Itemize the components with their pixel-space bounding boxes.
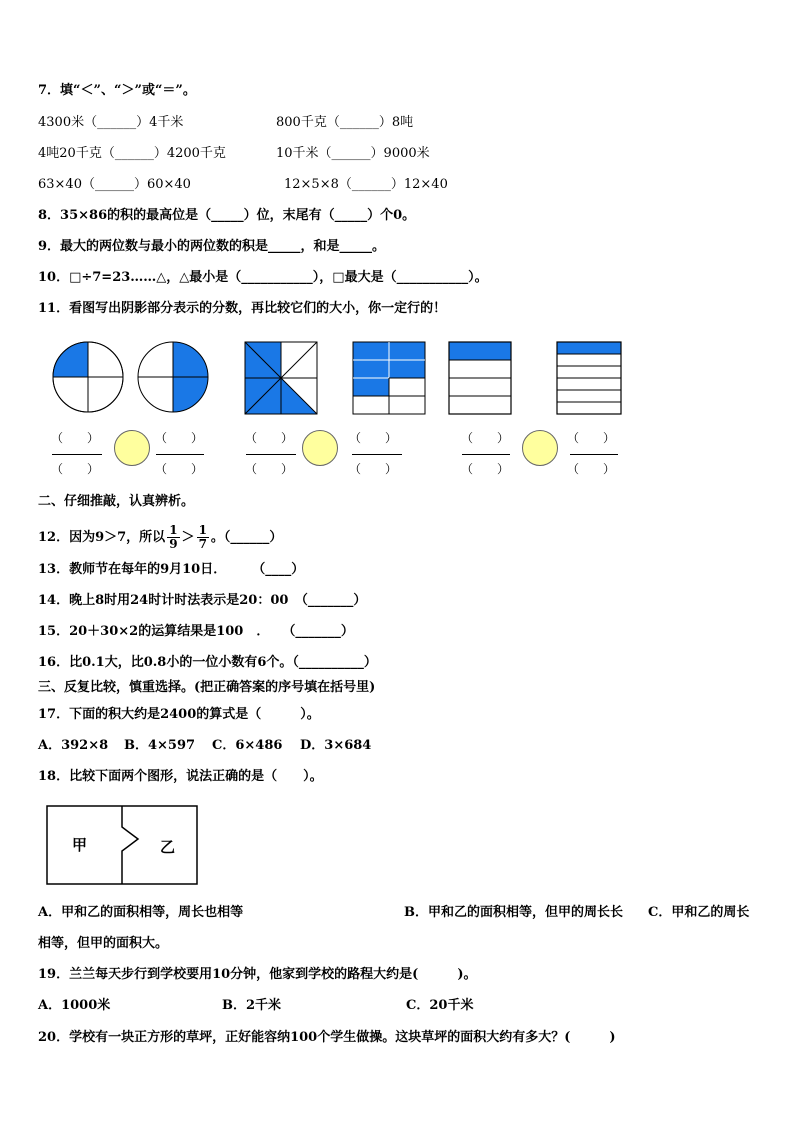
q17-option-a: A．392×8 xyxy=(38,738,109,753)
q12-prefix: 12．因为9＞7，所以 xyxy=(38,530,166,545)
fraction-blank-denominator[interactable]: （ ） xyxy=(460,462,509,476)
q12 xyxy=(38,524,282,551)
q17-option-d: D．3×684 xyxy=(300,738,372,753)
section-2-heading: 二、仔细推敲，认真辨析。 xyxy=(38,494,195,509)
section-3-heading: 三、反复比较，慎重选择。(把正确答案的序号填在括号里) xyxy=(38,680,376,695)
q10: 10．□÷7=23……△，△最小是（___________），□最大是（___________）。 xyxy=(38,270,488,285)
fraction-bar xyxy=(156,454,204,455)
q16: 16．比0.1大，比0.8小的一位小数有6个。（__________） xyxy=(38,655,377,670)
q20: 20．学校有一块正方形的草坪，正好能容纳100个学生做操。这块草坪的面积大约有多大？( ) xyxy=(38,1030,616,1045)
fraction-blank-numerator[interactable]: （ ） xyxy=(154,431,203,445)
fraction-bar xyxy=(52,454,102,455)
fraction-blank-numerator[interactable]: （ ） xyxy=(50,431,99,445)
q17-text: 17．下面的积大约是2400的算式是（ ）。 xyxy=(38,707,320,722)
q7-row1-right: 800千克（______）8吨 xyxy=(276,115,414,130)
q8: 8．35×86的积的最高位是（_____）位，末尾有（_____）个0。 xyxy=(38,208,416,223)
q12-greater-sign: ＞ xyxy=(181,530,195,545)
fraction-one-seventh: $\frac{1}{7}$ xyxy=(198,523,207,551)
q17-option-c: C．6×486 xyxy=(212,738,283,753)
circle-one-quarter xyxy=(53,342,123,412)
q7-row3-left: 63×40（______）60×40 xyxy=(38,177,191,192)
q18-option-a: A．甲和乙的面积相等，周长也相等 xyxy=(38,905,244,920)
compare-circle[interactable] xyxy=(114,430,150,466)
q19-option-b: B．2千米 xyxy=(222,998,282,1013)
label-yi: 乙 xyxy=(160,838,176,856)
fraction-blank-denominator[interactable]: （ ） xyxy=(50,462,99,476)
q7-title: 7．填“＜”、“＞”或“＝”。 xyxy=(38,83,196,98)
q17-option-b: B．4×597 xyxy=(124,738,196,753)
q11-circles-figure xyxy=(52,340,212,416)
fraction-blank-denominator[interactable]: （ ） xyxy=(566,462,615,476)
fraction-bar xyxy=(352,454,402,455)
q11-stripes-6 xyxy=(556,341,622,415)
fraction-bar xyxy=(246,454,296,455)
q18-option-c-continued: 相等，但甲的面积大。 xyxy=(38,936,169,951)
q15: 15．20＋30×2的运算结果是100 ． （_______） xyxy=(38,624,354,639)
circle-two-quarters xyxy=(138,342,208,412)
q11-grid-2x4 xyxy=(352,341,426,415)
q14: 14．晚上8时用24时计时法表示是20：00 （_______） xyxy=(38,593,367,608)
q18-shapes-figure xyxy=(46,805,200,887)
q7-row1-left: 4300米（______）4千米 xyxy=(38,115,184,130)
q9: 9．最大的两位数与最小的两位数的积是_____，和是_____。 xyxy=(38,239,386,254)
fraction-blank-numerator[interactable]: （ ） xyxy=(348,431,397,445)
compare-circle[interactable] xyxy=(302,430,338,466)
q7-row2-right: 10千米（______）9000米 xyxy=(276,146,430,161)
fraction-blank-denominator[interactable]: （ ） xyxy=(154,462,203,476)
q11-text: 11．看图写出阴影部分表示的分数，再比较它们的大小，你一定行的！ xyxy=(38,301,447,316)
q7-row3-right: 12×5×8（______）12×40 xyxy=(284,177,448,192)
fraction-bar xyxy=(570,454,618,455)
q12-suffix: 。（______） xyxy=(210,530,283,545)
fraction-blank-numerator[interactable]: （ ） xyxy=(460,431,509,445)
q13: 13．教师节在每年的9月10日． （____） xyxy=(38,562,305,577)
label-jia: 甲 xyxy=(72,836,88,854)
fraction-blank-denominator[interactable]: （ ） xyxy=(244,462,293,476)
compare-circle[interactable] xyxy=(522,430,558,466)
q7-row2-left: 4吨20千克（______）4200千克 xyxy=(38,146,226,161)
fraction-blank-denominator[interactable]: （ ） xyxy=(348,462,397,476)
fraction-blank-numerator[interactable]: （ ） xyxy=(244,431,293,445)
q19-text: 19．兰兰每天步行到学校要用10分钟，他家到学校的路程大约是( )。 xyxy=(38,967,477,982)
q11-triangle-square xyxy=(244,341,318,415)
fraction-blank-numerator[interactable]: （ ） xyxy=(566,431,615,445)
q18-text: 18．比较下面两个图形，说法正确的是（ ）。 xyxy=(38,769,323,784)
q19-option-c: C．20千米 xyxy=(406,998,474,1013)
fraction-one-ninth: $\frac{1}{9}$ xyxy=(169,523,178,551)
q18-option-b: B．甲和乙的面积相等，但甲的周长长 xyxy=(404,905,623,920)
q18-option-c: C．甲和乙的周长 xyxy=(648,905,750,920)
fraction-bar xyxy=(462,454,510,455)
q19-option-a: A．1000米 xyxy=(38,998,111,1013)
q11-stripes-4 xyxy=(448,341,512,415)
